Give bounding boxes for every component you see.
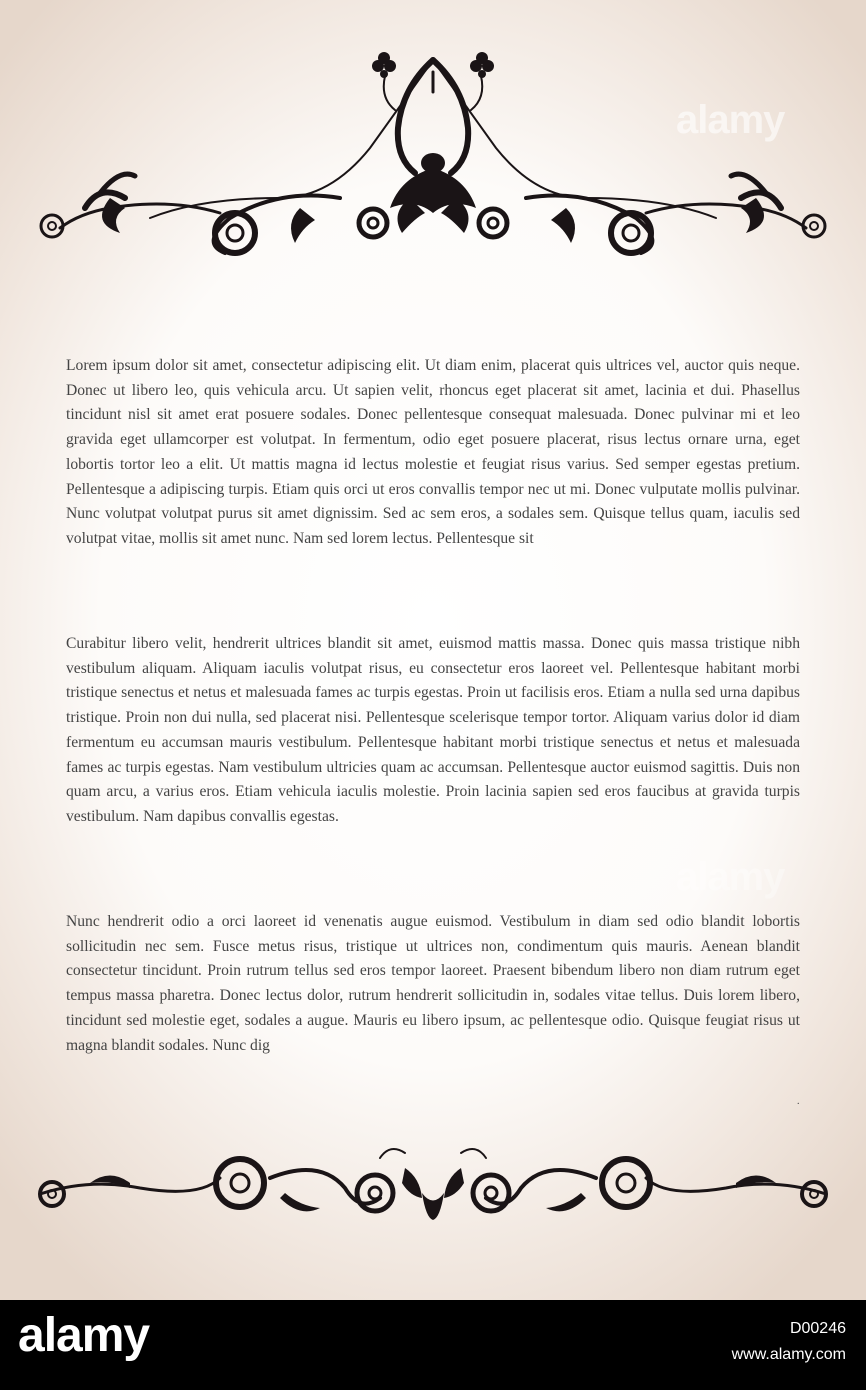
top-flourish-ornament-icon xyxy=(30,48,836,258)
watermark-middle: alamy xyxy=(676,855,785,899)
body-paragraph-3: Nunc hendrerit odio a orci laoreet id venenatis augue euismod. Vestibulum in diam sed odio blandit lobortis sollicitudin nec sem. Fusce metus risus, tristique ut ultrices non, condimentum quis mauris. Aenean blandit consectetur tincidunt. Proin rutrum tellus sed eros tempor laoreet. Praesent bibendum libero non diam rutrum eget tempus massa pharetra. Donec lectus dolor, rutrum hendrerit sollicitudin in, sodales vitae tellus. Duis lorem libero, tincidunt sed molestie eget, sodales a augue. Mauris eu libero ipsum, ac pellentesque odio. Quisque feugiat risus ut magna blandit sodales. Nunc dig xyxy=(66,913,800,1054)
body-paragraph-2: Curabitur libero velit, hendrerit ultrices blandit sit amet, euismod mattis massa. Donec quis massa tristique nibh vestibulum aliquam. Aliquam iaculis volutpat risus, eu consectetur eros laoreet vel. Pellentesque habitant morbi tristique senectus et netus et malesuada fames ac turpis egestas. Proin ut facilisis eros. Etiam a nulla sed urna dapibus tristique. Proin non dui nulla, sed placerat nisi. Pellentesque scelerisque tempor tortor. Aliquam varius dolor id diam fermentum eu accumsan mauris vestibulum. Pellentesque habitant morbi tristique senectus et netus et malesuada fames ac turpis egestas. Nam vestibulum ultricies quam ac accumsan. Pellentesque auctor euismod sagittis. Duis non quam arcu, a varius eros. Etiam vehicula iaculis molestie. Proin lacinia sapien sed eros faucibus at gravida turpis vestibulum. Nam dapibus convallis egestas. xyxy=(66,635,800,825)
bottom-flourish-ornament-icon xyxy=(30,1138,836,1250)
footer-logo: alamy xyxy=(18,1309,150,1362)
watermark-top: alamy xyxy=(676,98,785,142)
body-paragraph-1: Lorem ipsum dolor sit amet, consectetur adipiscing elit. Ut diam enim, placerat quis ultrices vel, auctor quis neque. Donec ut libero leo, quis vehicula arcu. Ut sapien velit, rhoncus eget placerat sit amet, lacinia et dui. Phasellus tincidunt nisl sit amet erat posuere sodales. Donec pellentesque consequat malesuada. Donec pulvinar mi et leo gravida eget ullamcorper est volutpat. In fermentum, odio eget posuere placerat, risus lectus ornare urna, eget lobortis tortor leo a elit. Ut mattis magna id lectus molestie et feugiat risus varius. Sed semper egestas pretium. Pellentesque a adipiscing turpis. Etiam quis orci ut eros convallis tempor nec ut mi. Donec vulputate mollis pulvinar. Nunc volutpat volutpat purus sit amet dignissim. Sed ac sem eros, a sodales sem. Quisque tellus quam, iaculis sed volutpat vitae, mollis sit amet nunc. Nam sed lorem lectus. Pellentesque sit xyxy=(66,357,800,547)
footer-image-id: D00246 xyxy=(789,1320,846,1337)
footer-url: www.alamy.com xyxy=(731,1346,846,1363)
trailing-mark: . xyxy=(797,1096,800,1107)
